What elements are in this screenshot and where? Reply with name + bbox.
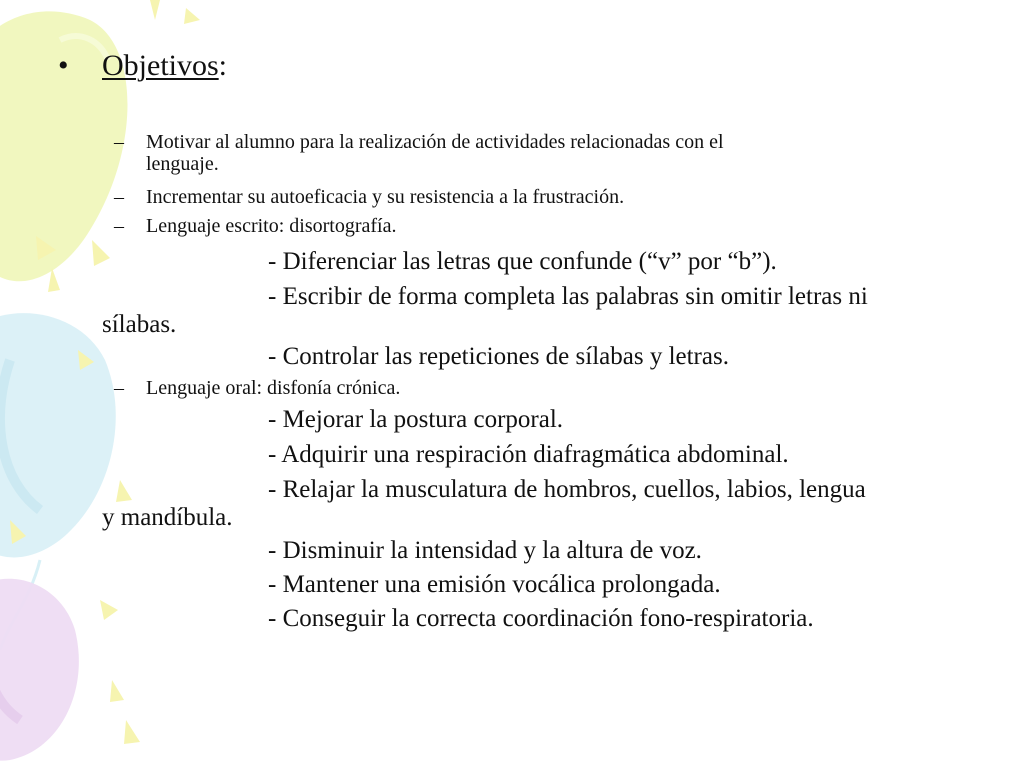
oral-item-reduce-intensity: - Disminuir la intensidad y la altura de voz.: [268, 537, 702, 564]
purple-balloon-icon: [0, 579, 79, 761]
slide-title: [102, 48, 227, 84]
dash-bullet: –: [114, 131, 124, 153]
oral-item-posture: - Mejorar la postura corporal.: [268, 406, 564, 433]
dash-bullet: –: [114, 377, 124, 399]
slide-title-text: Objetivos: [102, 49, 219, 82]
dash-bullet: –: [114, 186, 124, 208]
written-item-write-complete-line1: - Escribir de forma completa las palabras sin omitir letras ni: [268, 283, 868, 310]
objective-motivate-line1: Motivar al alumno para la realización de actividades relacionadas con el: [146, 131, 724, 153]
title-bullet: •: [58, 49, 69, 82]
written-item-control-repetitions: - Controlar las repeticiones de sílabas y letras.: [268, 343, 729, 370]
objective-written-language: Lenguaje escrito: disortografía.: [146, 215, 397, 237]
objective-oral-language: Lenguaje oral: disfonía crónica.: [146, 377, 401, 399]
oral-item-breathing: - Adquirir una respiración diafragmática abdominal.: [268, 441, 789, 468]
oral-item-vocal-emission: - Mantener una emisión vocálica prolongada.: [268, 571, 721, 598]
oral-item-relax-line1: - Relajar la musculatura de hombros, cuellos, labios, lengua: [268, 476, 866, 503]
oral-item-relax-line2: y mandíbula.: [102, 504, 233, 531]
slide-title-colon: :: [218, 49, 228, 82]
written-item-write-complete-line2: sílabas.: [102, 311, 177, 338]
objective-motivate-line2: lenguaje.: [146, 153, 219, 175]
written-item-differentiate: - Diferenciar las letras que confunde (“v” por “b”).: [268, 248, 777, 275]
objective-self-efficacy: Incrementar su autoeficacia y su resistencia a la frustración.: [146, 186, 625, 208]
dash-bullet: –: [114, 215, 124, 237]
oral-item-coordination: - Conseguir la correcta coordinación fono-respiratoria.: [268, 605, 814, 632]
